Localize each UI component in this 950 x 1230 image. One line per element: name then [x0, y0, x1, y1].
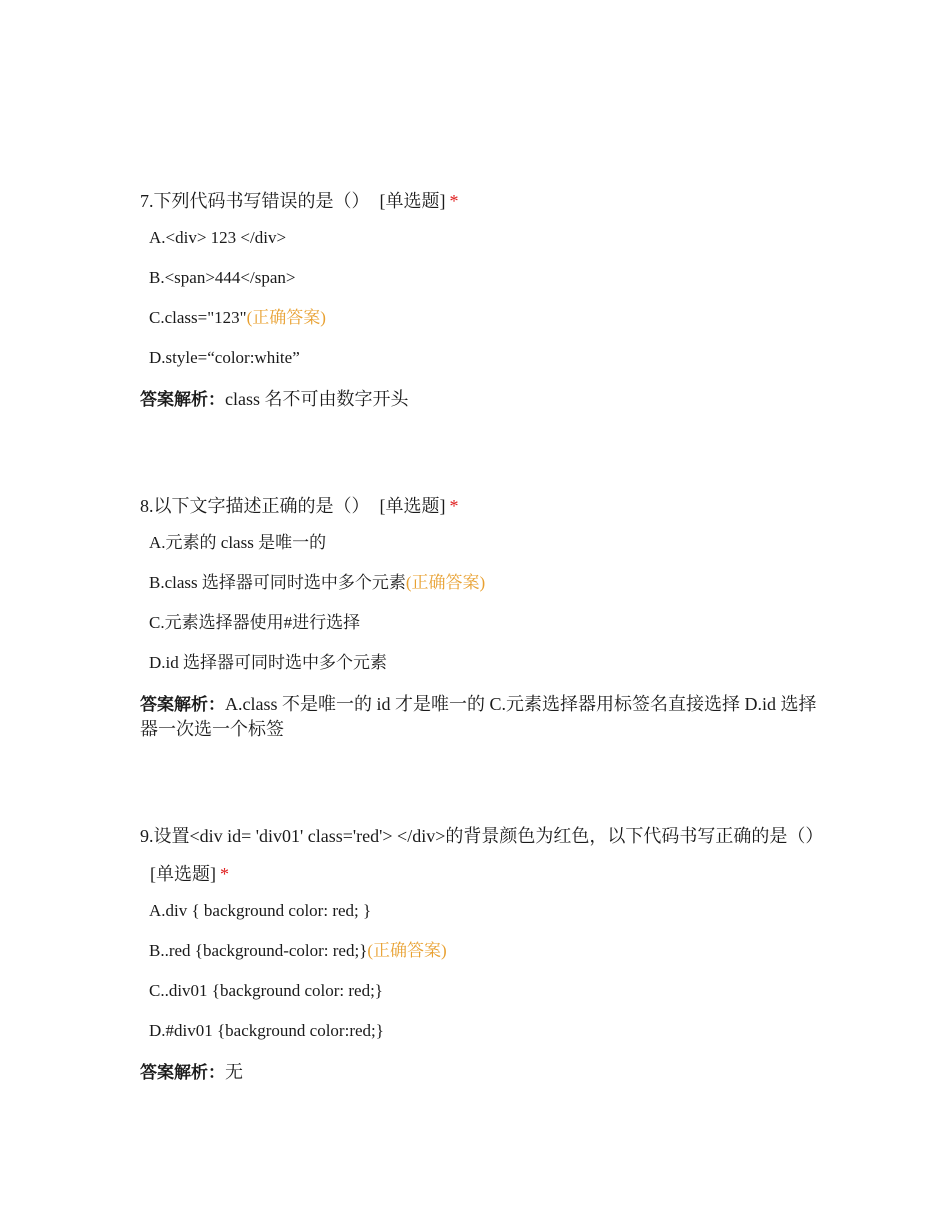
analysis-label: 答案解析：	[140, 1063, 225, 1083]
option-text: D.style=“color:white”	[149, 348, 300, 367]
option-b	[149, 940, 820, 962]
option-text: A.元素的 class 是唯一的	[149, 533, 327, 552]
question-title	[140, 487, 820, 525]
question-text: 8.以下文字描述正确的是（）	[140, 496, 370, 516]
option-d	[149, 347, 820, 369]
option-text: D.#div01 {background color:red;}	[149, 1021, 384, 1040]
option-text: C..div01 {background color: red;}	[149, 981, 383, 1000]
option-d	[149, 1020, 820, 1042]
correct-tag: (正确答案)	[405, 573, 486, 592]
question-title	[140, 182, 820, 220]
option-a	[149, 227, 820, 249]
answer-analysis	[140, 387, 820, 412]
option-text: A.<div> 123 </div>	[149, 228, 287, 247]
question-text: 9.设置<div id= 'div01' class='red'> </div>的背景颜色为红色，以下代码书写正确的是（）	[140, 826, 824, 846]
correct-tag: (正确答案)	[367, 941, 447, 960]
question-9	[140, 817, 824, 1085]
required-marker: *	[449, 191, 459, 211]
analysis-text: class 名不可由数字开头	[225, 389, 409, 409]
option-text: D.id 选择器可同时选中多个元素	[149, 653, 387, 672]
option-text: B.<span>444</span>	[149, 268, 296, 287]
question-text: 7.下列代码书写错误的是（）	[140, 191, 370, 211]
analysis-label: 答案解析：	[140, 695, 225, 715]
question-8	[140, 487, 820, 741]
option-c	[149, 980, 820, 1002]
option-c	[149, 612, 820, 634]
option-a	[149, 532, 820, 554]
required-marker: *	[220, 864, 229, 884]
option-b	[149, 572, 820, 594]
question-type: [单选题]	[150, 864, 216, 884]
option-a	[149, 900, 820, 922]
option-text: C.元素选择器使用#进行选择	[149, 613, 361, 632]
option-text: C.class="123"	[149, 308, 247, 327]
question-type: [单选题]	[379, 191, 446, 211]
question-title	[140, 817, 824, 893]
option-d	[149, 652, 820, 674]
correct-tag: (正确答案)	[246, 308, 326, 327]
option-b	[149, 267, 820, 289]
option-text: A.div { background color: red; }	[149, 901, 372, 920]
analysis-label: 答案解析：	[140, 390, 225, 410]
option-text: B..red {background-color: red;}	[149, 941, 368, 960]
question-type: [单选题]	[379, 496, 446, 516]
answer-analysis	[140, 692, 820, 741]
analysis-text: 无	[225, 1062, 243, 1082]
required-marker: *	[449, 496, 459, 516]
answer-analysis	[140, 1060, 820, 1085]
question-7	[140, 182, 820, 412]
option-text: B.class 选择器可同时选中多个元素	[149, 573, 406, 592]
option-c	[149, 307, 820, 329]
analysis-text: A.class 不是唯一的 id 才是唯一的 C.元素选择器用标签名直接选择 D.id 选择器一次选一个标签	[140, 694, 817, 739]
